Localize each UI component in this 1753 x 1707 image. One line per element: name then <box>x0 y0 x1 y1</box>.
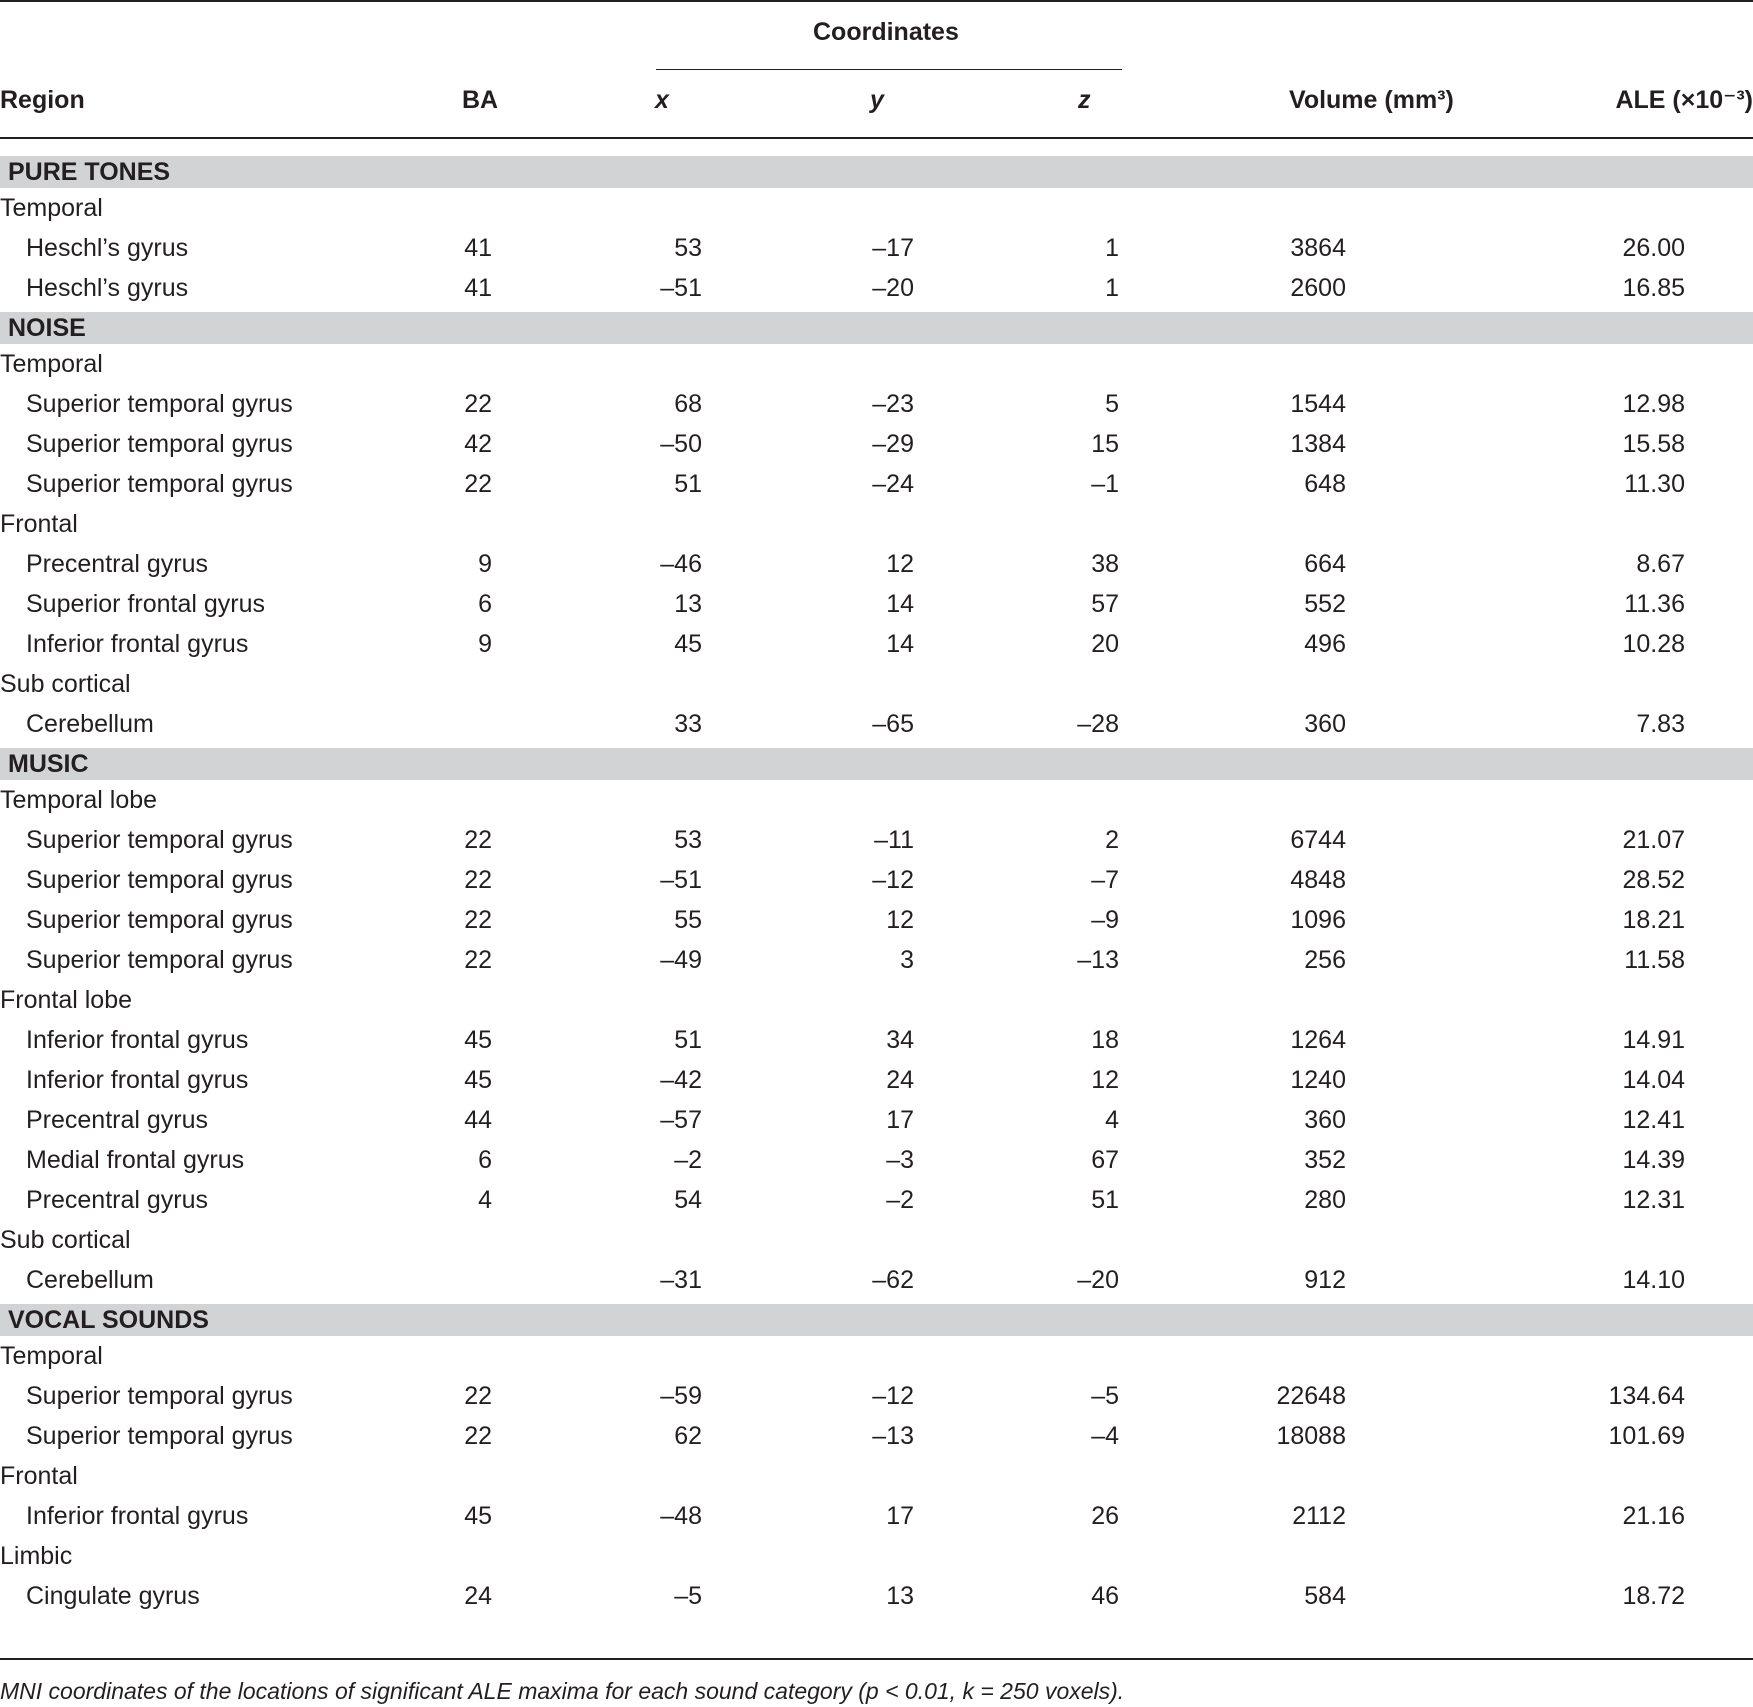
region-cell: Inferior frontal gyrus <box>26 1026 249 1054</box>
ale-cell: 18.72 <box>1622 1582 1685 1610</box>
x-cell: –48 <box>660 1502 702 1530</box>
y-cell: –23 <box>872 390 914 418</box>
lobe-row <box>0 780 1753 820</box>
lobe-label: Sub cortical <box>0 670 131 698</box>
volume-cell: 18088 <box>1276 1422 1346 1450</box>
region-cell: Superior temporal gyrus <box>26 866 293 894</box>
volume-cell: 648 <box>1304 470 1346 498</box>
volume-cell: 912 <box>1304 1266 1346 1294</box>
x-cell: –57 <box>660 1106 702 1134</box>
region-cell: Superior temporal gyrus <box>26 1382 293 1410</box>
region-cell: Medial frontal gyrus <box>26 1146 245 1174</box>
table-row <box>0 1020 1753 1060</box>
z-cell: –4 <box>1091 1422 1119 1450</box>
table-top-rule <box>0 0 1753 2</box>
lobe-row <box>0 1220 1753 1260</box>
ale-cell: 26.00 <box>1622 234 1685 262</box>
z-cell: –9 <box>1091 906 1119 934</box>
ale-cell: 15.58 <box>1622 430 1685 458</box>
ba-cell: 22 <box>464 946 492 974</box>
z-cell: 20 <box>1091 630 1119 658</box>
table-row <box>0 1576 1753 1616</box>
table-row <box>0 624 1753 664</box>
ba-cell: 22 <box>464 866 492 894</box>
region-cell: Superior temporal gyrus <box>26 470 293 498</box>
x-cell: 13 <box>674 590 702 618</box>
section-title: NOISE <box>8 314 86 342</box>
volume-cell: 1096 <box>1290 906 1346 934</box>
x-cell: –51 <box>660 274 702 302</box>
x-cell: –31 <box>660 1266 702 1294</box>
y-cell: 17 <box>886 1502 914 1530</box>
ale-cell: 14.91 <box>1622 1026 1685 1054</box>
lobe-row <box>0 188 1753 228</box>
region-cell: Cingulate gyrus <box>26 1582 200 1610</box>
ba-cell: 41 <box>464 274 492 302</box>
header-x: x <box>655 86 669 114</box>
header-volume: Volume (mm³) <box>1289 86 1454 114</box>
y-cell: –29 <box>872 430 914 458</box>
y-cell: 12 <box>886 906 914 934</box>
table-row <box>0 464 1753 504</box>
x-cell: 54 <box>674 1186 702 1214</box>
y-cell: –62 <box>872 1266 914 1294</box>
lobe-label: Limbic <box>0 1542 73 1570</box>
volume-cell: 2600 <box>1290 274 1346 302</box>
ale-cell: 12.98 <box>1622 390 1685 418</box>
region-cell: Cerebellum <box>26 1266 154 1294</box>
table-row <box>0 584 1753 624</box>
x-cell: 62 <box>674 1422 702 1450</box>
table-row <box>0 1496 1753 1536</box>
x-cell: –59 <box>660 1382 702 1410</box>
region-cell: Inferior frontal gyrus <box>26 1066 249 1094</box>
section-title: PURE TONES <box>8 158 171 186</box>
lobe-label: Temporal <box>0 194 103 222</box>
y-cell: –65 <box>872 710 914 738</box>
ale-cell: 10.28 <box>1622 630 1685 658</box>
ba-cell: 22 <box>464 390 492 418</box>
z-cell: 1 <box>1105 274 1119 302</box>
y-cell: –17 <box>872 234 914 262</box>
ale-cell: 7.83 <box>1636 710 1685 738</box>
ba-cell: 22 <box>464 1422 492 1450</box>
ale-cell: 101.69 <box>1608 1422 1685 1450</box>
lobe-label: Frontal <box>0 1462 78 1490</box>
lobe-label: Frontal <box>0 510 78 538</box>
ba-cell: 24 <box>464 1582 492 1610</box>
y-cell: 24 <box>886 1066 914 1094</box>
ba-cell: 45 <box>464 1026 492 1054</box>
y-cell: 34 <box>886 1026 914 1054</box>
region-cell: Heschl’s gyrus <box>26 234 189 262</box>
x-cell: –42 <box>660 1066 702 1094</box>
lobe-row <box>0 980 1753 1020</box>
x-cell: 53 <box>674 234 702 262</box>
lobe-label: Temporal <box>0 350 103 378</box>
lobe-row <box>0 344 1753 384</box>
ba-cell: 42 <box>464 430 492 458</box>
ba-cell: 22 <box>464 1382 492 1410</box>
z-cell: 38 <box>1091 550 1119 578</box>
z-cell: –13 <box>1077 946 1119 974</box>
ale-cell: 21.16 <box>1622 1502 1685 1530</box>
y-cell: –20 <box>872 274 914 302</box>
table-row <box>0 424 1753 464</box>
ba-cell: 22 <box>464 826 492 854</box>
table-row <box>0 860 1753 900</box>
y-cell: –3 <box>886 1146 914 1174</box>
lobe-row <box>0 1336 1753 1376</box>
z-cell: 1 <box>1105 234 1119 262</box>
x-cell: 51 <box>674 1026 702 1054</box>
volume-cell: 4848 <box>1290 866 1346 894</box>
ale-cell: 11.30 <box>1624 470 1685 498</box>
lobe-label: Sub cortical <box>0 1226 131 1254</box>
ale-cell: 14.10 <box>1622 1266 1685 1294</box>
x-cell: –5 <box>674 1582 702 1610</box>
volume-cell: 2112 <box>1292 1502 1346 1530</box>
y-cell: –12 <box>872 866 914 894</box>
ba-cell: 6 <box>478 1146 492 1174</box>
header-ale: ALE (×10⁻³) <box>1615 86 1753 114</box>
volume-cell: 1544 <box>1290 390 1346 418</box>
section-title: VOCAL SOUNDS <box>8 1306 209 1334</box>
ba-cell: 41 <box>464 234 492 262</box>
x-cell: –46 <box>660 550 702 578</box>
x-cell: –49 <box>660 946 702 974</box>
volume-cell: 552 <box>1304 590 1346 618</box>
region-cell: Superior temporal gyrus <box>26 390 293 418</box>
ale-cell: 134.64 <box>1608 1382 1685 1410</box>
lobe-row <box>0 504 1753 544</box>
y-cell: –2 <box>886 1186 914 1214</box>
header-z: z <box>1078 86 1091 114</box>
ale-cell: 14.39 <box>1622 1146 1685 1174</box>
z-cell: –20 <box>1077 1266 1119 1294</box>
z-cell: –1 <box>1091 470 1119 498</box>
section-header-row <box>0 156 1753 188</box>
table-row <box>0 1376 1753 1416</box>
x-cell: –2 <box>674 1146 702 1174</box>
ale-cell: 18.21 <box>1622 906 1685 934</box>
ba-cell: 45 <box>464 1502 492 1530</box>
table-row <box>0 228 1753 268</box>
header-bottom-rule <box>0 137 1753 139</box>
table-footnote: MNI coordinates of the locations of significant ALE maxima for each sound category (p < 0.01, k = 250 voxels). <box>0 1678 1125 1704</box>
table-row <box>0 384 1753 424</box>
ale-cell: 12.41 <box>1622 1106 1685 1134</box>
ba-cell: 45 <box>464 1066 492 1094</box>
lobe-label: Temporal lobe <box>0 786 158 814</box>
ale-cell: 21.07 <box>1622 826 1685 854</box>
y-cell: 12 <box>886 550 914 578</box>
region-cell: Heschl’s gyrus <box>26 274 189 302</box>
region-cell: Precentral gyrus <box>26 1186 209 1214</box>
y-cell: –12 <box>872 1382 914 1410</box>
region-cell: Precentral gyrus <box>26 1106 209 1134</box>
header-coordinates: Coordinates <box>813 18 959 46</box>
region-cell: Superior temporal gyrus <box>26 946 293 974</box>
volume-cell: 360 <box>1304 1106 1346 1134</box>
table-row <box>0 544 1753 584</box>
ba-cell: 22 <box>464 906 492 934</box>
header-y: y <box>870 86 884 114</box>
y-cell: –24 <box>872 470 914 498</box>
table-row <box>0 1060 1753 1100</box>
table-row <box>0 900 1753 940</box>
volume-cell: 584 <box>1304 1582 1346 1610</box>
z-cell: 18 <box>1091 1026 1119 1054</box>
table-bottom-rule <box>0 1658 1753 1660</box>
table-row <box>0 940 1753 980</box>
section-header-row <box>0 1304 1753 1336</box>
ba-cell: 22 <box>464 470 492 498</box>
x-cell: –50 <box>660 430 702 458</box>
header-region: Region <box>0 86 85 114</box>
region-cell: Cerebellum <box>26 710 154 738</box>
ba-cell: 9 <box>478 550 492 578</box>
volume-cell: 280 <box>1304 1186 1346 1214</box>
x-cell: 33 <box>674 710 702 738</box>
table-row <box>0 1100 1753 1140</box>
coordinates-underline <box>656 69 1122 70</box>
volume-cell: 1240 <box>1290 1066 1346 1094</box>
region-cell: Inferior frontal gyrus <box>26 1502 249 1530</box>
z-cell: 5 <box>1105 390 1119 418</box>
region-cell: Superior temporal gyrus <box>26 826 293 854</box>
z-cell: –7 <box>1091 866 1119 894</box>
ale-cell: 12.31 <box>1622 1186 1685 1214</box>
ale-cell: 11.36 <box>1624 590 1685 618</box>
table-row <box>0 268 1753 308</box>
table-row <box>0 1416 1753 1456</box>
volume-cell: 3864 <box>1290 234 1346 262</box>
ale-cell: 8.67 <box>1636 550 1685 578</box>
z-cell: 26 <box>1091 1502 1119 1530</box>
ale-cell: 28.52 <box>1622 866 1685 894</box>
section-header-row <box>0 312 1753 344</box>
lobe-row <box>0 664 1753 704</box>
x-cell: –51 <box>660 866 702 894</box>
volume-cell: 1384 <box>1290 430 1346 458</box>
z-cell: –5 <box>1091 1382 1119 1410</box>
lobe-row <box>0 1456 1753 1496</box>
z-cell: 4 <box>1105 1106 1119 1134</box>
table-row <box>0 1140 1753 1180</box>
section-header-row <box>0 748 1753 780</box>
volume-cell: 352 <box>1304 1146 1346 1174</box>
volume-cell: 6744 <box>1290 826 1346 854</box>
ba-cell: 4 <box>478 1186 492 1214</box>
lobe-label: Frontal lobe <box>0 986 133 1014</box>
ale-cell: 11.58 <box>1624 946 1685 974</box>
section-title: MUSIC <box>8 750 89 778</box>
volume-cell: 1264 <box>1290 1026 1346 1054</box>
ba-cell: 44 <box>464 1106 492 1134</box>
x-cell: 45 <box>674 630 702 658</box>
x-cell: 51 <box>674 470 702 498</box>
y-cell: 14 <box>886 630 914 658</box>
ba-cell: 9 <box>478 630 492 658</box>
z-cell: 46 <box>1091 1582 1119 1610</box>
region-cell: Superior temporal gyrus <box>26 906 293 934</box>
volume-cell: 360 <box>1304 710 1346 738</box>
region-cell: Precentral gyrus <box>26 550 209 578</box>
ale-cell: 14.04 <box>1622 1066 1685 1094</box>
volume-cell: 256 <box>1304 946 1346 974</box>
table-row <box>0 1180 1753 1220</box>
y-cell: 17 <box>886 1106 914 1134</box>
header-ba: BA <box>462 86 499 114</box>
y-cell: 13 <box>886 1582 914 1610</box>
y-cell: –13 <box>872 1422 914 1450</box>
z-cell: 57 <box>1091 590 1119 618</box>
z-cell: –28 <box>1077 710 1119 738</box>
volume-cell: 22648 <box>1276 1382 1346 1410</box>
table-row <box>0 820 1753 860</box>
region-cell: Inferior frontal gyrus <box>26 630 249 658</box>
table-row <box>0 1260 1753 1300</box>
z-cell: 51 <box>1091 1186 1119 1214</box>
z-cell: 2 <box>1105 826 1119 854</box>
y-cell: 14 <box>886 590 914 618</box>
lobe-label: Temporal <box>0 1342 103 1370</box>
table-row <box>0 704 1753 744</box>
z-cell: 12 <box>1091 1066 1119 1094</box>
region-cell: Superior frontal gyrus <box>26 590 266 618</box>
z-cell: 15 <box>1091 430 1119 458</box>
ba-cell: 6 <box>478 590 492 618</box>
volume-cell: 496 <box>1304 630 1346 658</box>
volume-cell: 664 <box>1304 550 1346 578</box>
lobe-row <box>0 1536 1753 1576</box>
region-cell: Superior temporal gyrus <box>26 430 293 458</box>
ale-cell: 16.85 <box>1622 274 1685 302</box>
x-cell: 53 <box>674 826 702 854</box>
region-cell: Superior temporal gyrus <box>26 1422 293 1450</box>
y-cell: –11 <box>874 826 914 854</box>
z-cell: 67 <box>1091 1146 1119 1174</box>
x-cell: 55 <box>674 906 702 934</box>
y-cell: 3 <box>900 946 914 974</box>
x-cell: 68 <box>674 390 702 418</box>
